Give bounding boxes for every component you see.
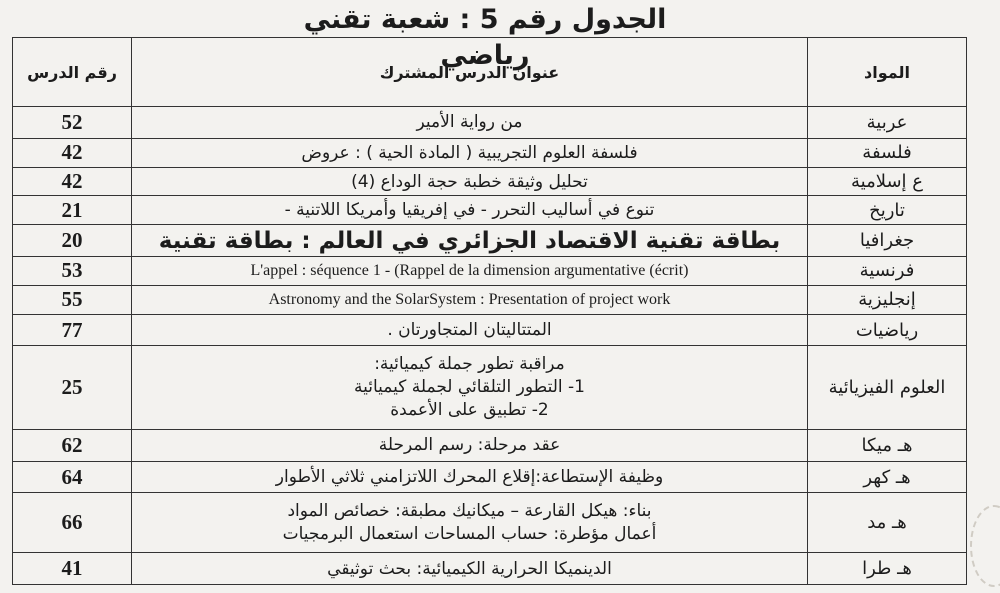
title-cell: L'appel : séquence 1 - (Rappel de la dimension argumentative (écrit) (132, 257, 808, 286)
subject-cell: هـ ميكا (808, 429, 967, 461)
lesson-number-cell: 62 (13, 429, 132, 461)
table-row (13, 314, 967, 346)
subject-cell: فرنسية (808, 257, 967, 286)
header-subject: المواد (808, 38, 967, 107)
lesson-number-cell: 41 (13, 553, 132, 585)
title-cell: المتتاليتان المتجاورتان . (132, 314, 808, 346)
lesson-number-cell: 42 (13, 167, 132, 196)
subject-cell: جغرافيا (808, 225, 967, 257)
subject-cell: رياضيات (808, 314, 967, 346)
title-line: أعمال مؤطرة: حساب المساحات استعمال البرمجيات (282, 523, 657, 544)
subject-cell: هـ طرا (808, 553, 967, 585)
table-row (13, 107, 967, 139)
title-cell: تحليل وثيقة خطبة حجة الوداع (4) (132, 167, 808, 196)
lesson-number-cell: 20 (13, 225, 132, 257)
lesson-number-cell: 52 (13, 107, 132, 139)
table-row (13, 429, 967, 461)
table-row (13, 138, 967, 167)
subject-cell: إنجليزية (808, 285, 967, 314)
lesson-number-cell: 55 (13, 285, 132, 314)
lesson-number-cell: 77 (13, 314, 132, 346)
title-line: مراقبة تطور جملة كيميائية: (374, 354, 565, 375)
table-row (13, 461, 967, 493)
lessons-table (12, 37, 967, 585)
subject-cell: ع إسلامية (808, 167, 967, 196)
stamp-mark (970, 505, 1000, 587)
table-row (13, 196, 967, 225)
title-cell: الدينميكا الحرارية الكيميائية: بحث توثيقي (132, 553, 808, 585)
lesson-number-cell: 25 (13, 346, 132, 429)
title-cell: بطاقة تقنية الاقتصاد الجزائري في العالم : بطاقة تقنية (132, 225, 808, 257)
subject-cell: العلوم الفيزيائية (808, 346, 967, 429)
table-row (13, 553, 967, 585)
table-row (13, 225, 967, 257)
table-row (13, 167, 967, 196)
subject-cell: هـ مد (808, 493, 967, 553)
lesson-number-cell: 53 (13, 257, 132, 286)
title-cell: تنوع في أساليب التحرر - في إفريقيا وأمريكا اللاتنية - (132, 196, 808, 225)
title-line: بناء: هيكل القارعة – ميكانيك مطبقة: خصائص المواد (287, 500, 652, 521)
title-cell (132, 493, 808, 553)
header-number: رقم الدرس (13, 38, 132, 107)
table-row (13, 285, 967, 314)
title-line: 2- تطبيق على الأعمدة (390, 400, 549, 421)
subject-cell: هـ كهر (808, 461, 967, 493)
title-cell (132, 346, 808, 429)
subject-cell: عربية (808, 107, 967, 139)
title-cell: من رواية الأمير (132, 107, 808, 139)
title-cell: وظيفة الإستطاعة:إقلاع المحرك اللاتزامني ثلاثي الأطوار (132, 461, 808, 493)
table-row (13, 346, 967, 429)
header-title: عنوان الدرس المشترك (132, 38, 808, 107)
page-title: الجدول رقم 5 : شعبة تقني رياضي (303, 4, 667, 71)
lesson-number-cell: 66 (13, 493, 132, 553)
lesson-number-cell: 21 (13, 196, 132, 225)
title-cell: عقد مرحلة: رسم المرحلة (132, 429, 808, 461)
title-cell: فلسفة العلوم التجريبية ( المادة الحية ) : عروض (132, 138, 808, 167)
table-row (13, 257, 967, 286)
subject-cell: تاريخ (808, 196, 967, 225)
table-row (13, 493, 967, 553)
lesson-number-cell: 64 (13, 461, 132, 493)
title-cell: Astronomy and the SolarSystem : Presentation of project work (132, 285, 808, 314)
table-header-row (13, 38, 967, 107)
lesson-number-cell: 42 (13, 138, 132, 167)
title-line: 1- التطور التلقائي لجملة كيميائية (354, 377, 585, 398)
subject-cell: فلسفة (808, 138, 967, 167)
